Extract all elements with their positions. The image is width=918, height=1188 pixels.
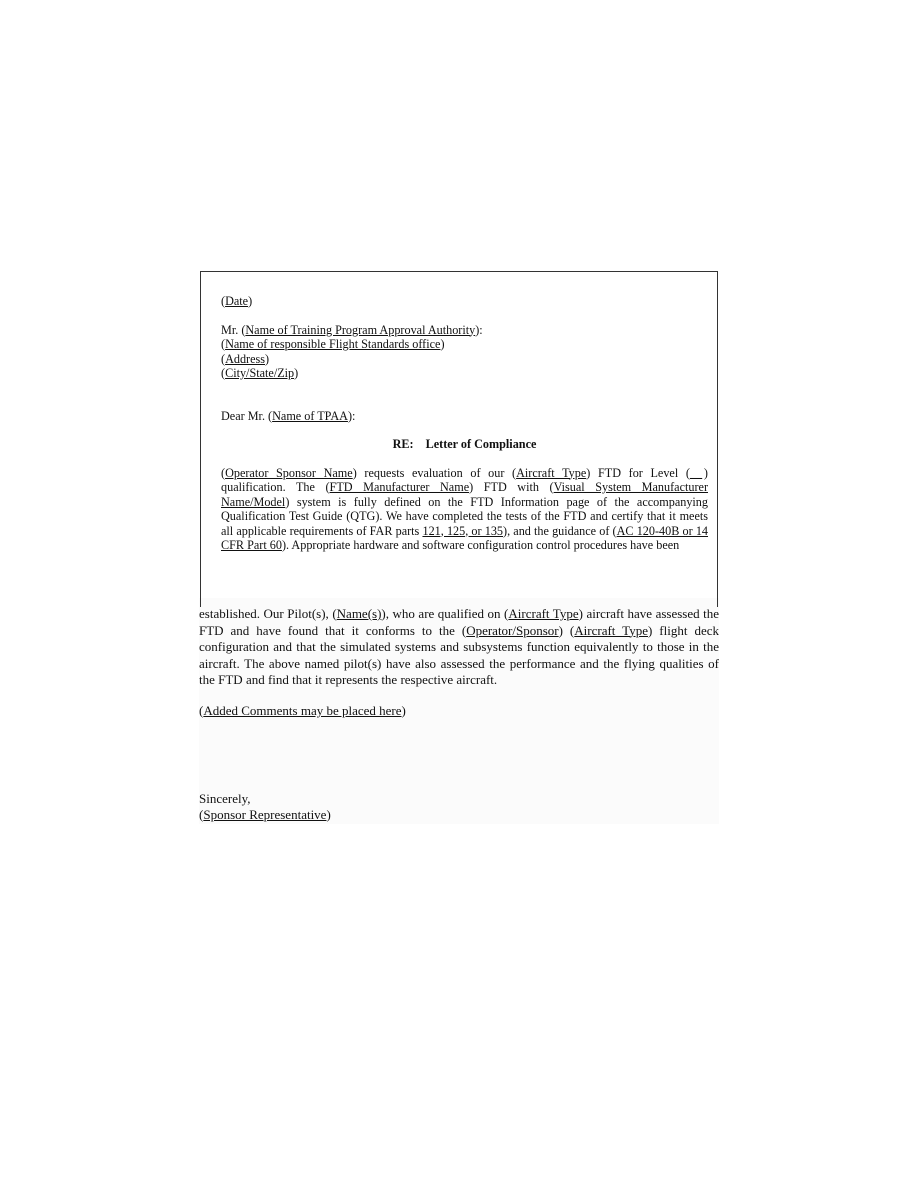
signature-line: (Sponsor Representative) [199,807,331,823]
date-line: (Date) [221,294,253,308]
city-state-zip-field: City/State/Zip [225,366,295,380]
office-line: (Name of responsible Flight Standards office) [221,337,445,351]
signature-field: Sponsor Representative [203,807,327,823]
pilot-names-field: Name(s) [336,606,382,621]
letter-box-content [221,294,708,553]
body-paragraph: (Operator Sponsor Name) requests evaluation of our (Aircraft Type) FTD for Level (__ ) qualification. The (FTD Manufacturer Name) FTD with (Visual System Manufacturer Name/Model) system is fully defined on the FTD Information page of the accompanying Qualification Test Guide (QTG). We have completed the tests of the FTD and certify that it meets all applicable requirements of FAR parts 121, 125, or 135), and the guidance of (AC 120-40B or 14 CFR Part 60). Appropriate hardware and software configuration control procedures have been [221,465,709,552]
operator-field: Operator Sponsor Name [225,465,353,480]
aircraft-type-field-3: Aircraft Type [574,622,648,638]
date-field: Date [225,294,249,308]
recipient-name-field: Name of Training Program Approval Authority [245,322,476,337]
city-state-zip-line: (City/State/Zip) [221,366,299,380]
address-field: Address [225,351,266,366]
letter-box [200,271,718,607]
continuation-paragraph: established. Our Pilot(s), (Name(s)), who are qualified on (Aircraft Type) aircraft have assessed the FTD and have found that it conforms to the (Operator/Sponsor) (Aircraft Type) flight deck configuration and that the simulated systems and subsystems function equivalently to those in the aircraft. The above named pilot(s) have also assessed the performance and the flying qualities of the FTD and find that it represents the respective aircraft. [199,606,720,688]
added-comments-line: (Added Comments may be placed here) [199,702,406,718]
address-line: (Address) [221,351,270,366]
recipient-line: Mr. (Name of Training Program Approval Authority): [221,322,483,337]
closing: Sincerely, [199,790,251,806]
visual-system-field: Visual System Manufacturer Name/Model [221,480,708,509]
office-field: Name of responsible Flight Standards office [225,337,441,351]
salutation-line: Dear Mr. (Name of TPAA): [221,408,356,423]
letter-continuation [199,606,719,824]
ftd-manufacturer-field: FTD Manufacturer Name [329,480,470,494]
salutation-name-field: Name of TPAA [272,408,348,423]
added-comments-field: Added Comments may be placed here [203,702,402,718]
level-field: __ [689,465,703,480]
aircraft-type-field-2: Aircraft Type [508,606,579,621]
operator-sponsor-field: Operator/Sponsor [466,622,559,638]
subject-line: RE: Letter of Compliance [392,437,537,451]
aircraft-type-field: Aircraft Type [516,465,587,480]
far-parts-field: 121, 125, or 135 [422,523,504,538]
guidance-field: AC 120-40B or 14 CFR Part 60 [221,523,709,552]
